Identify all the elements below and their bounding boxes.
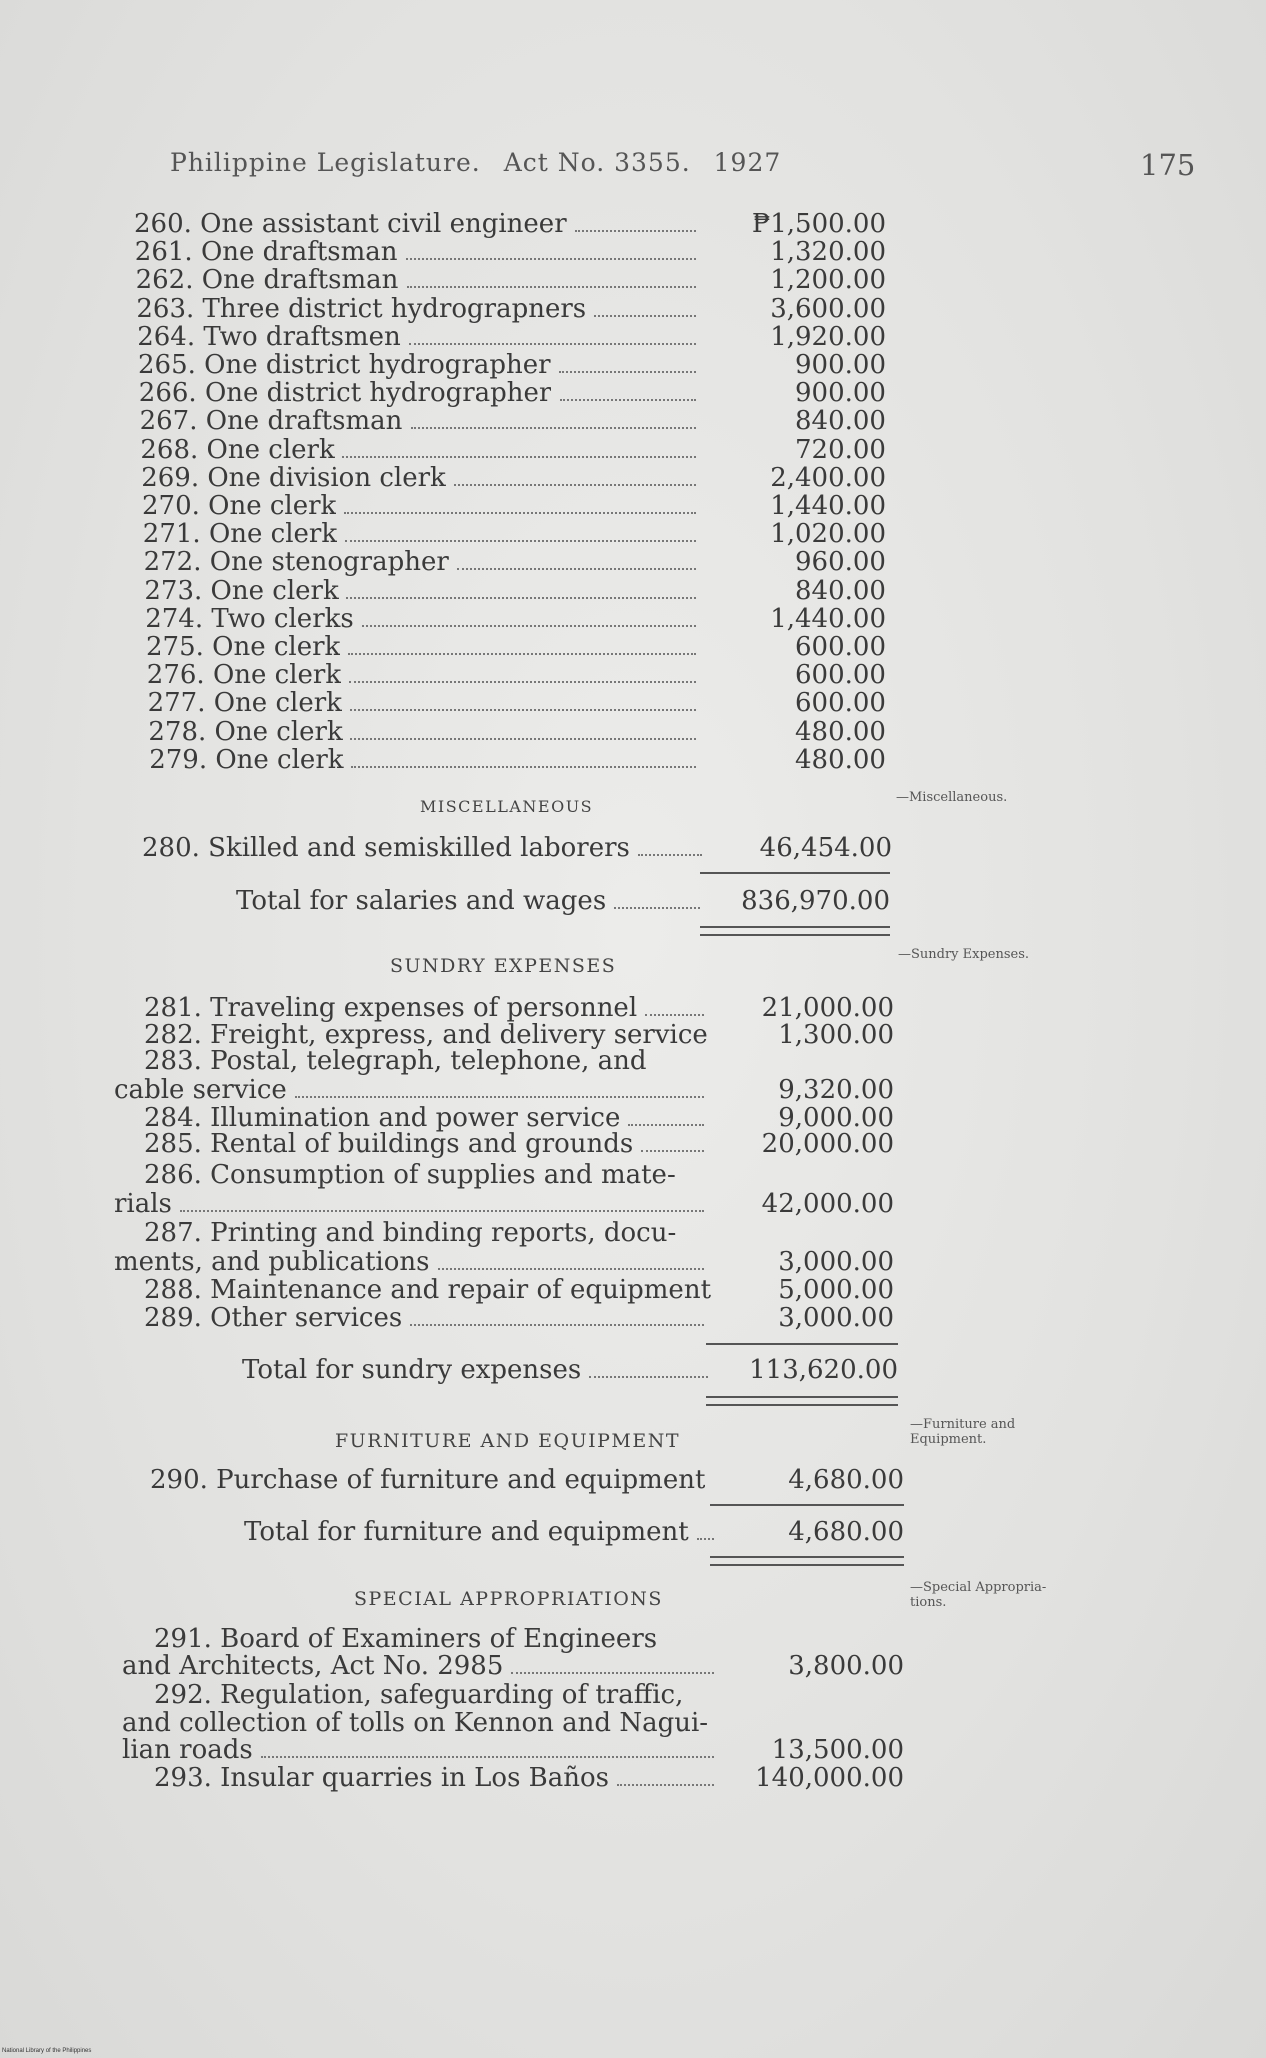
side-note-sundry: —Sundry Expenses.: [898, 947, 1030, 962]
item-amount: 5,000.00: [778, 1275, 894, 1305]
dot-leader: [438, 1268, 704, 1270]
salary-item-row: [143, 520, 886, 548]
item-label: 263. Three district hydrograpners: [136, 294, 587, 323]
dot-leader: [645, 1014, 704, 1016]
dot-leader: [410, 1324, 704, 1326]
running-header: [170, 148, 795, 177]
item-289: [144, 1304, 894, 1332]
salary-item-row: [144, 548, 886, 576]
salary-item-row: [134, 210, 886, 238]
item-amount: 1,440.00: [770, 491, 886, 521]
dot-leader: [345, 540, 696, 542]
dot-leader: [457, 568, 696, 570]
dot-leader: [261, 1756, 714, 1758]
item-amount: 4,680.00: [788, 1465, 904, 1495]
item-280: [142, 834, 892, 862]
item-label: 267. One draftsman: [139, 407, 403, 436]
salary-item-row: [145, 605, 886, 633]
item-label: 266. One district hydrographer: [138, 379, 552, 408]
item-label: 269. One division clerk: [141, 463, 446, 492]
side-note-line: —Special Appropria-: [910, 1580, 1047, 1595]
dot-leader: [411, 427, 696, 429]
item-amount: 20,000.00: [761, 1129, 894, 1159]
item-amount: 1,300.00: [778, 1020, 894, 1050]
item-amount: 720.00: [795, 434, 886, 465]
salary-item-row: [144, 577, 886, 605]
subtotal-rule: [700, 872, 890, 874]
total-double-rule: [706, 1396, 898, 1406]
item-label: 272. One stenographer: [143, 548, 449, 577]
salary-item-row: [138, 351, 886, 379]
item-amount: 1,920.00: [770, 321, 886, 352]
furniture-heading: FURNITURE AND EQUIPMENT: [335, 1430, 681, 1452]
salary-item-row: [146, 633, 886, 661]
special-heading: SPECIAL APPROPRIATIONS: [354, 1588, 663, 1610]
item-label: 273. One clerk: [144, 576, 339, 605]
item-label: 279. One clerk: [149, 745, 344, 774]
item-label: 285. Rental of buildings and grounds: [144, 1130, 634, 1158]
item-label: 275. One clerk: [146, 633, 341, 661]
dot-leader: [594, 315, 696, 317]
item-amount: 3,800.00: [788, 1651, 904, 1681]
salary-item-row: [140, 407, 886, 435]
header-year: 1927: [713, 148, 782, 177]
dot-leader: [638, 854, 702, 856]
miscellaneous-heading: MISCELLANEOUS: [420, 797, 594, 816]
item-label: 277. One clerk: [147, 689, 342, 718]
item-label: lian roads: [122, 1736, 253, 1764]
item-amount: 42,000.00: [761, 1189, 894, 1219]
item-amount: 2,400.00: [770, 462, 886, 493]
total-double-rule: [710, 1556, 904, 1566]
item-label: 278. One clerk: [148, 717, 343, 746]
salary-item-row: [136, 295, 886, 323]
item-label: 289. Other services: [144, 1304, 403, 1332]
salary-item-row: [136, 266, 886, 294]
dot-leader: [617, 1784, 714, 1786]
item-amount: 900.00: [795, 378, 886, 409]
item-label: cable service: [114, 1076, 287, 1104]
item-label: ments, and publications: [114, 1248, 430, 1276]
item-286: [114, 1190, 894, 1218]
dot-leader: [346, 597, 696, 599]
side-note-miscellaneous: —Miscellaneous.: [896, 790, 1008, 805]
salary-item-row: [140, 436, 886, 464]
item-amount: 13,500.00: [771, 1735, 904, 1765]
item-290: [150, 1466, 904, 1494]
dot-leader: [697, 1538, 714, 1540]
item-amount: 140,000.00: [755, 1763, 904, 1793]
item-amount: 600.00: [795, 688, 886, 719]
dot-leader: [342, 456, 696, 458]
subtotal-rule: [706, 1343, 898, 1345]
dot-leader: [628, 1124, 704, 1126]
item-288: [144, 1276, 894, 1304]
item-amount: 1,440.00: [770, 603, 886, 634]
item-281: [144, 994, 894, 1022]
total-label: Total for sundry expenses: [242, 1356, 582, 1384]
subtotal-rule: [710, 1504, 904, 1506]
item-label: 290. Purchase of furniture and equipment: [150, 1466, 706, 1494]
sundry-heading: SUNDRY EXPENSES: [390, 955, 617, 977]
side-note-line: —Furniture and: [910, 1417, 1016, 1432]
act-number: Act No. 3355.: [503, 148, 691, 177]
dot-leader: [406, 258, 696, 260]
item-282: [144, 1021, 894, 1049]
dot-leader: [295, 1096, 704, 1098]
item-label: 262. One draftsman: [135, 266, 399, 295]
item-292: [122, 1736, 904, 1764]
dot-leader: [344, 512, 696, 514]
item-amount: 9,000.00: [778, 1103, 894, 1133]
item-amount: 46,454.00: [759, 833, 892, 863]
side-note-line: Equipment.: [910, 1432, 987, 1447]
salary-item-row: [148, 718, 886, 746]
dot-leader: [511, 1672, 714, 1674]
dot-leader: [349, 681, 696, 683]
item-285: [144, 1130, 894, 1158]
item-amount: 480.00: [795, 744, 886, 775]
dot-leader: [641, 1150, 704, 1152]
dot-leader: [454, 484, 696, 486]
item-label: 261. One draftsman: [134, 238, 398, 267]
dot-leader: [350, 709, 696, 711]
dot-leader: [589, 1376, 708, 1378]
side-note-special: [910, 1580, 1110, 1610]
item-284: [144, 1104, 894, 1132]
salary-item-row: [137, 323, 886, 351]
dot-leader: [614, 907, 700, 909]
salary-item-row: [147, 661, 886, 689]
salary-item-row: [141, 464, 886, 492]
item-label: 270. One clerk: [142, 492, 337, 520]
item-292-line1: 292. Regulation, safeguarding of traffic,: [154, 1680, 684, 1710]
salary-item-row: [135, 238, 886, 266]
item-amount: 1,020.00: [770, 519, 886, 550]
dot-leader: [348, 653, 696, 655]
running-title: Philippine Legislature.: [170, 148, 481, 177]
item-label: 265. One district hydrographer: [138, 351, 551, 379]
item-amount: 840.00: [795, 575, 886, 606]
item-label: and Architects, Act No. 2985: [122, 1652, 504, 1680]
total-amount: 113,620.00: [749, 1355, 898, 1385]
item-amount: 480.00: [795, 716, 886, 747]
item-label: 280. Skilled and semiskilled laborers: [142, 834, 630, 862]
total-sundry-row: [242, 1356, 898, 1384]
item-label: 282. Freight, express, and delivery service: [144, 1021, 708, 1049]
total-amount: 4,680.00: [788, 1517, 904, 1547]
item-amount: 21,000.00: [761, 993, 894, 1023]
item-amount: 3,600.00: [770, 293, 886, 324]
item-label: 276. One clerk: [146, 661, 342, 690]
salary-item-row: [149, 746, 886, 774]
dot-leader: [409, 343, 696, 345]
item-label: 284. Illumination and power service: [144, 1104, 621, 1132]
total-amount: 836,970.00: [741, 886, 890, 916]
salary-item-row: [142, 492, 886, 520]
item-label: 293. Insular quarries in Los Baños: [154, 1764, 610, 1792]
item-amount: 840.00: [795, 406, 886, 437]
item-label: rials: [114, 1190, 172, 1218]
dot-leader: [407, 286, 696, 288]
total-label: Total for furniture and equipment: [244, 1518, 689, 1546]
total-double-rule: [700, 926, 890, 936]
dot-leader: [362, 625, 696, 627]
item-label: 260. One assistant civil engineer: [134, 210, 567, 238]
item-amount: 9,320.00: [778, 1075, 894, 1105]
page-number: 175: [1140, 148, 1196, 182]
total-furniture-row: [244, 1518, 904, 1546]
footer-credit: National Library of the Philippines: [2, 2048, 92, 2054]
item-283: [114, 1076, 894, 1104]
dot-leader: [350, 738, 696, 740]
item-label: 281. Traveling expenses of personnel: [144, 994, 638, 1022]
side-note-furniture: [910, 1417, 1100, 1447]
item-label: 271. One clerk: [142, 520, 338, 549]
total-label: Total for salaries and wages: [236, 887, 607, 915]
item-amount: 600.00: [795, 632, 886, 662]
item-label: 268. One clerk: [140, 435, 335, 464]
dot-leader: [560, 399, 696, 401]
item-286-line1: 286. Consumption of supplies and mate-: [144, 1160, 676, 1190]
item-291: [122, 1652, 904, 1680]
dot-leader: [575, 230, 696, 232]
item-label: 274. Two clerks: [145, 604, 354, 633]
item-291-line1: 291. Board of Examiners of Engineers: [154, 1624, 658, 1654]
item-283-line1: 283. Postal, telegraph, telephone, and: [144, 1046, 647, 1076]
side-note-line: tions.: [910, 1595, 947, 1610]
item-amount: 3,000.00: [778, 1247, 894, 1277]
item-amount: 3,000.00: [778, 1303, 894, 1333]
dot-leader: [559, 371, 696, 373]
salary-item-row: [139, 379, 886, 407]
item-amount: ₱1,500.00: [751, 209, 886, 239]
item-293: [154, 1764, 904, 1792]
item-amount: 600.00: [795, 660, 886, 691]
item-292-line2: and collection of tolls on Kennon and Nagui-: [122, 1708, 709, 1738]
item-amount: 900.00: [795, 350, 886, 380]
item-amount: 960.00: [795, 547, 886, 578]
item-amount: 1,320.00: [770, 237, 886, 268]
item-amount: 1,200.00: [770, 265, 886, 296]
item-287-line1: 287. Printing and binding reports, docu-: [144, 1218, 677, 1248]
item-287: [114, 1248, 894, 1276]
dot-leader: [180, 1210, 704, 1212]
item-label: 288. Maintenance and repair of equipment: [144, 1276, 712, 1304]
total-salaries-row: [236, 887, 890, 915]
item-label: 264. Two draftsmen: [137, 322, 401, 351]
dot-leader: [351, 766, 696, 768]
salary-item-row: [148, 689, 886, 717]
